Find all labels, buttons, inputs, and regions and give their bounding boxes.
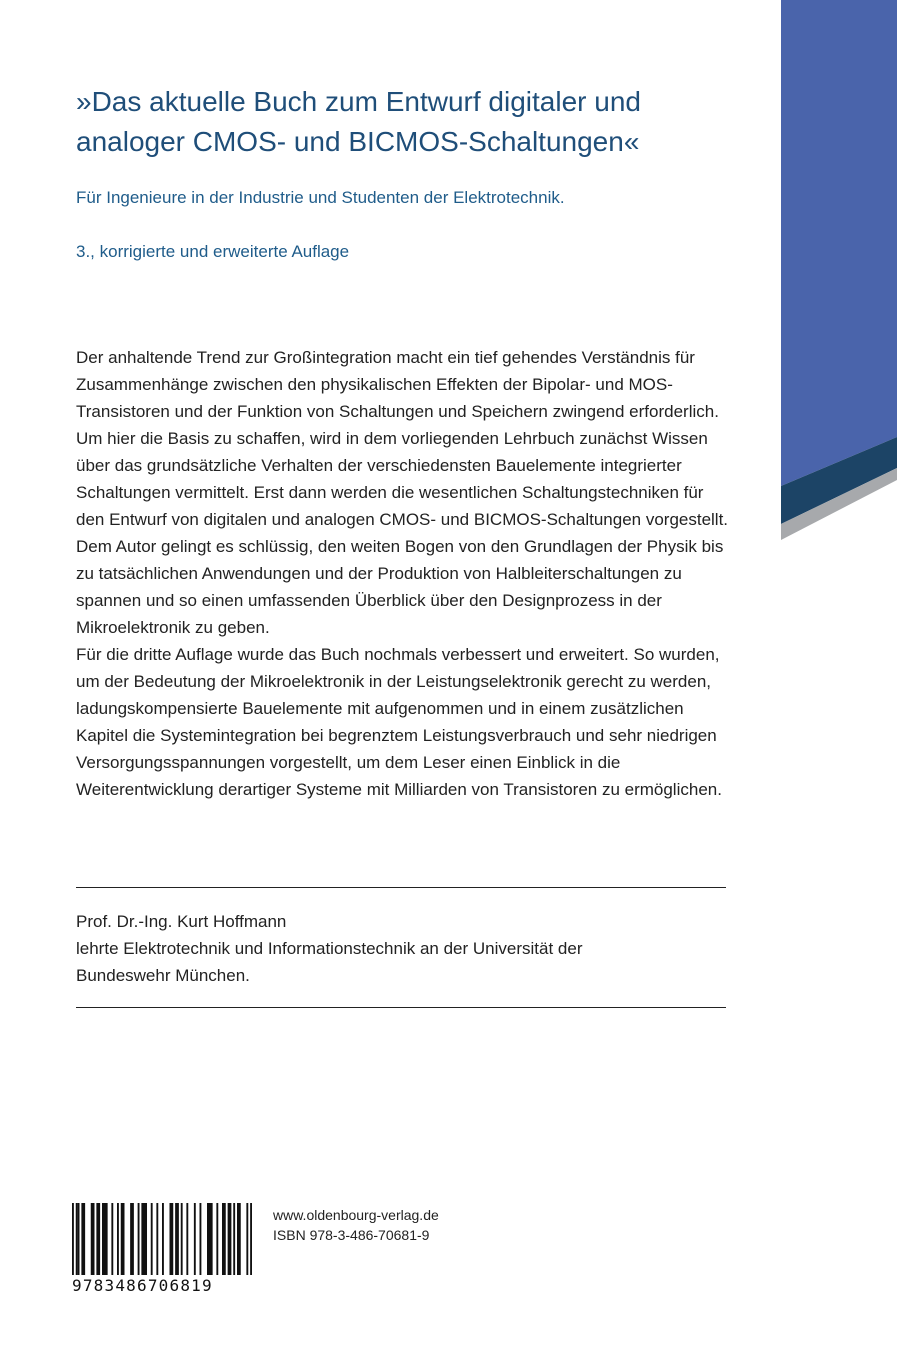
barcode-bar (151, 1203, 153, 1275)
barcode-bar (228, 1203, 232, 1275)
publisher-info (273, 1205, 439, 1245)
barcode-bar (186, 1203, 188, 1275)
barcode-bar (81, 1203, 85, 1275)
description-paragraph: Der anhaltende Trend zur Großintegration macht ein tief gehendes Verständnis für Zusammenhänge zwischen den physikalischen Effekten der Bipolar- und MOS-Transistoren und der Funktion von Schaltungen und Speichern zwingend erforderlich. (76, 348, 719, 421)
barcode-bar (130, 1203, 134, 1275)
barcode-bar (156, 1203, 158, 1275)
barcode-bar (207, 1203, 213, 1275)
isbn-number: ISBN 978-3-486-70681-9 (273, 1227, 430, 1243)
description-paragraph: Für die dritte Auflage wurde das Buch nochmals verbessert und erweitert. So wurden, um der Bedeutung der Mikroelektronik in der Leistungselektronik gerecht zu werden, ladungskompensierte Bauelemente mit aufgenommen und in einem zusätzlichen Kapitel die Systemintegration bei begrenztem Leistungsverbrauch und sehr niedrigen Versorgungsspannungen vorgestellt, um dem Leser einen Einblick in die Weiterentwicklung derartiger Systeme mit Milliarden von Transistoren zu ermöglichen. (76, 645, 722, 799)
barcode-bars (72, 1203, 252, 1275)
isbn-barcode (72, 1203, 252, 1303)
barcode-bar (250, 1203, 252, 1275)
author-bio: Bundeswehr München. (76, 966, 250, 985)
divider-bottom (76, 1007, 726, 1008)
barcode-bar (175, 1203, 179, 1275)
barcode-bar (194, 1203, 196, 1275)
barcode-bar (233, 1203, 235, 1275)
barcode-bar (78, 1203, 80, 1275)
description-paragraph: Um hier die Basis zu schaffen, wird in dem vorliegenden Lehrbuch zunächst Wissen über das grundsätzliche Verhalten der verschiedensten Bauelemente integrierter Schaltungen vermittelt. Erst dann werden die wesentlichen Schaltungstechniken für den Entwurf von digitalen und analogen CMOS- und BICMOS-Schaltungen vorgestellt. Dem Autor gelingt es schlüssig, den weiten Bogen von den Grundlagen der Physik bis zu tatsächlichen Anwendungen und der Produktion von Halbleiterschaltungen zu spannen und so einen umfassenden Überblick über den Designprozess in der Mikroelektronik zu geben. (76, 429, 729, 637)
barcode-bar (111, 1203, 113, 1275)
author-name: Prof. Dr.-Ing. Kurt Hoffmann (76, 912, 287, 931)
barcode-bar (117, 1203, 119, 1275)
blue-band (781, 0, 897, 486)
barcode-bar (246, 1203, 248, 1275)
divider-top (76, 887, 726, 888)
barcode-bar (91, 1203, 95, 1275)
barcode-bar (216, 1203, 218, 1275)
audience-line: Für Ingenieure in der Industrie und Studenten der Elektrotechnik. (76, 188, 565, 207)
barcode-bar (138, 1203, 140, 1275)
barcode-bar (72, 1203, 74, 1275)
barcode-bar (96, 1203, 100, 1275)
barcode-bar (170, 1203, 174, 1275)
barcode-bar (121, 1203, 125, 1275)
edition-line: 3., korrigierte und erweiterte Auflage (76, 242, 350, 261)
barcode-bar (76, 1203, 78, 1275)
headline: »Das aktuelle Buch zum Entwurf digitaler und analoger CMOS- und BICMOS-Schaltungen« (76, 86, 641, 157)
barcode-bar (200, 1203, 202, 1275)
barcode-bar (102, 1203, 108, 1275)
description-text (76, 344, 736, 803)
publisher-website: www.oldenbourg-verlag.de (273, 1207, 439, 1223)
barcode-digits: 9783486706819 (72, 1276, 213, 1295)
barcode-bar (222, 1203, 226, 1275)
author-block (76, 908, 726, 989)
barcode-bar (162, 1203, 164, 1275)
barcode-bar (237, 1203, 241, 1275)
barcode-bar (181, 1203, 183, 1275)
author-bio: lehrte Elektrotechnik und Informationstechnik an der Universität der (76, 939, 583, 958)
barcode-bar (141, 1203, 147, 1275)
